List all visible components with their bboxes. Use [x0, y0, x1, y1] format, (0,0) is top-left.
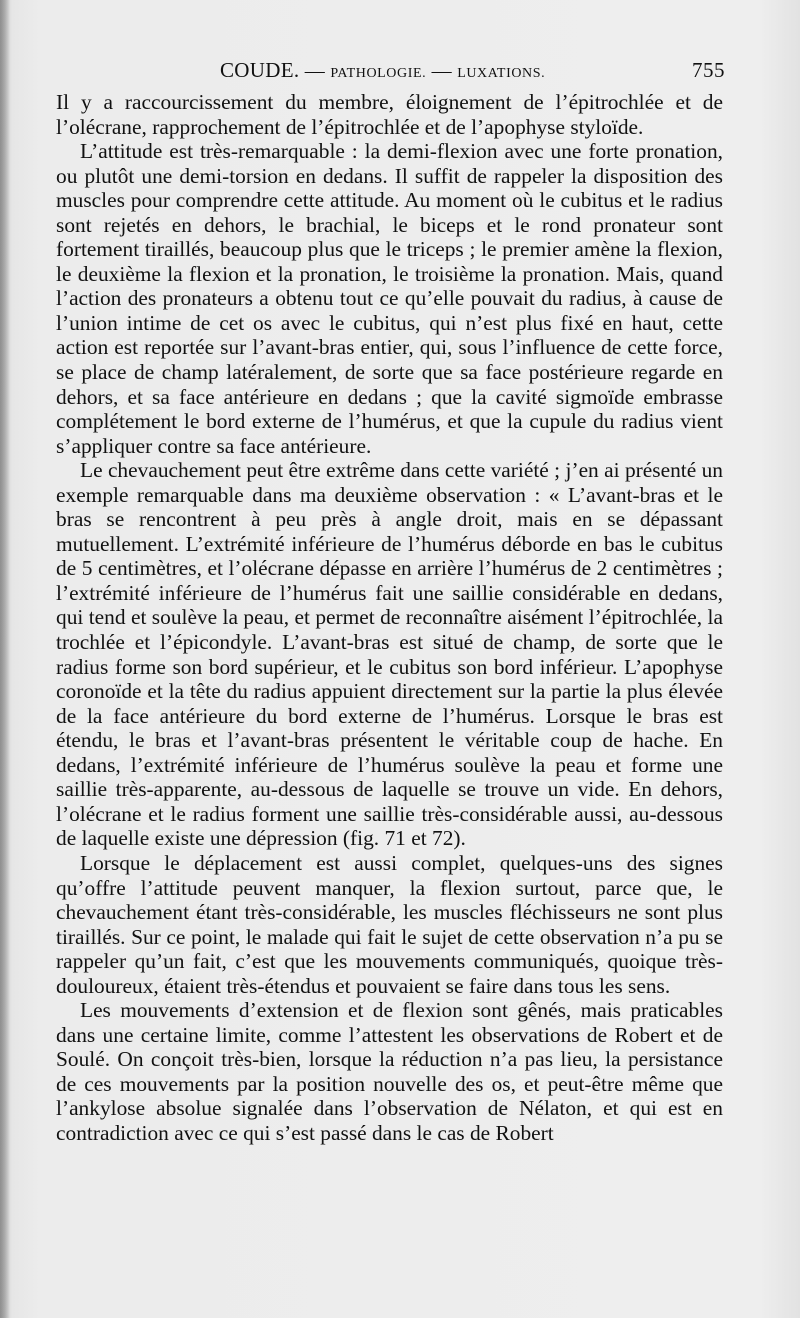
paragraph: L’attitude est très-remarquable : la demi-flexion avec une forte pronation, ou plutôt une demi-torsion en dedans. Il suffit de rappeler la disposition des muscles pour comprendre cette attitude. Au moment où le cubitus et le radius sont rejetés en dehors, le brachial, le biceps et le rond pronateur sont fortement tiraillés, beaucoup plus que le triceps ; le premier amène la flexion, le deuxième la flexion et la pronation, le troisième la pronation. Mais, quand l’action des pronateurs a obtenu tout ce qu’elle pouvait du radius, à cause de l’union intime de cet os avec le cubitus, qui n’est plus fixé en haut, cette action est reportée sur l’avant-bras entier, qui, sous l’influence de cette force, se place de champ latéralement, de sorte que sa face postérieure regarde en dehors, et sa face antérieure en dedans ; que la cavité sigmoïde embrasse complétement le bord externe de l’humérus, et que la cupule du radius vient s’appliquer contre sa face antérieure. — [56, 139, 723, 458]
running-head-dash: — — [431, 60, 452, 82]
running-head-dash: — — [304, 60, 326, 82]
paragraph: Il y a raccourcissement du membre, éloignement de l’épitrochlée et de l’olécrane, rapprochement de l’épitrochlée et de l’apophyse styloïde. — [56, 90, 723, 139]
page-number: 755 — [692, 58, 725, 82]
running-head — [220, 58, 545, 83]
paragraph: Lorsque le déplacement est aussi complet, quelques-uns des signes qu’offre l’attitude peuvent manquer, la flexion surtout, parce que, le chevauchement étant très-considérable, les muscles fléchisseurs ne sont plus tiraillés. Sur ce point, le malade qui fait le sujet de cette observation n’a pu se rappeler qu’un fait, c’est que les mouvements communiqués, quoique très-douloureux, étaient très-étendus et pouvaient se faire dans tous les sens. — [56, 850, 723, 998]
paragraph: Les mouvements d’extension et de flexion sont gênés, mais praticables dans une certaine limite, comme l’attestent les observations de Robert et de Soulé. On conçoit très-bien, lorsque la réduction n’a pas lieu, la persistance de ces mouvements par la position nouvelle des os, et peut-être même que l’ankylose absolue signalée dans l’observation de Nélaton, et qui est en contradiction avec ce qui s’est passé dans le cas de Robert — [56, 998, 723, 1145]
paragraph: Le chevauchement peut être extrême dans cette variété ; j’en ai présenté un exemple remarquable dans ma deuxième observation : « L’avant-bras et le bras se rencontrent à peu près à angle droit, mais en se dépassant mutuellement. L’extrémité inférieure de l’humérus déborde en bas le cubitus de 5 centimètres, et l’olécrane dépasse en arrière l’humérus de 2 centimètres ; l’extrémité inférieure de l’humérus fait une saillie considérable en dedans, qui tend et soulève la peau, et permet de reconnaître aisément l’épitrochlée, la trochlée et l’épicondyle. L’avant-bras est situé de champ, de sorte que le radius forme son bord supérieur, et le cubitus son bord inférieur. L’apophyse coronoïde et la tête du radius appuient directement sur la partie la plus élevée de la face antérieure du bord externe de l’humérus. Lorsque le bras est étendu, le bras et l’avant-bras présentent le véritable coup de hache. En dedans, l’extrémité inférieure de l’humérus soulève la peau et forme une saillie très-apparente, au-dessous de laquelle se trouve un vide. En dehors, l’olécrane et le radius forment une saillie très-considérable aussi, au-dessous de laquelle existe une dépression (fig. 71 et 72). — [56, 458, 723, 851]
page-header — [80, 58, 725, 86]
body-text — [56, 90, 723, 1146]
binding-shadow — [0, 0, 10, 1318]
running-head-title: COUDE. — [220, 58, 300, 82]
running-head-subsection: LUXATIONS. — [457, 66, 546, 81]
running-head-section: PATHOLOGIE. — [330, 66, 427, 81]
